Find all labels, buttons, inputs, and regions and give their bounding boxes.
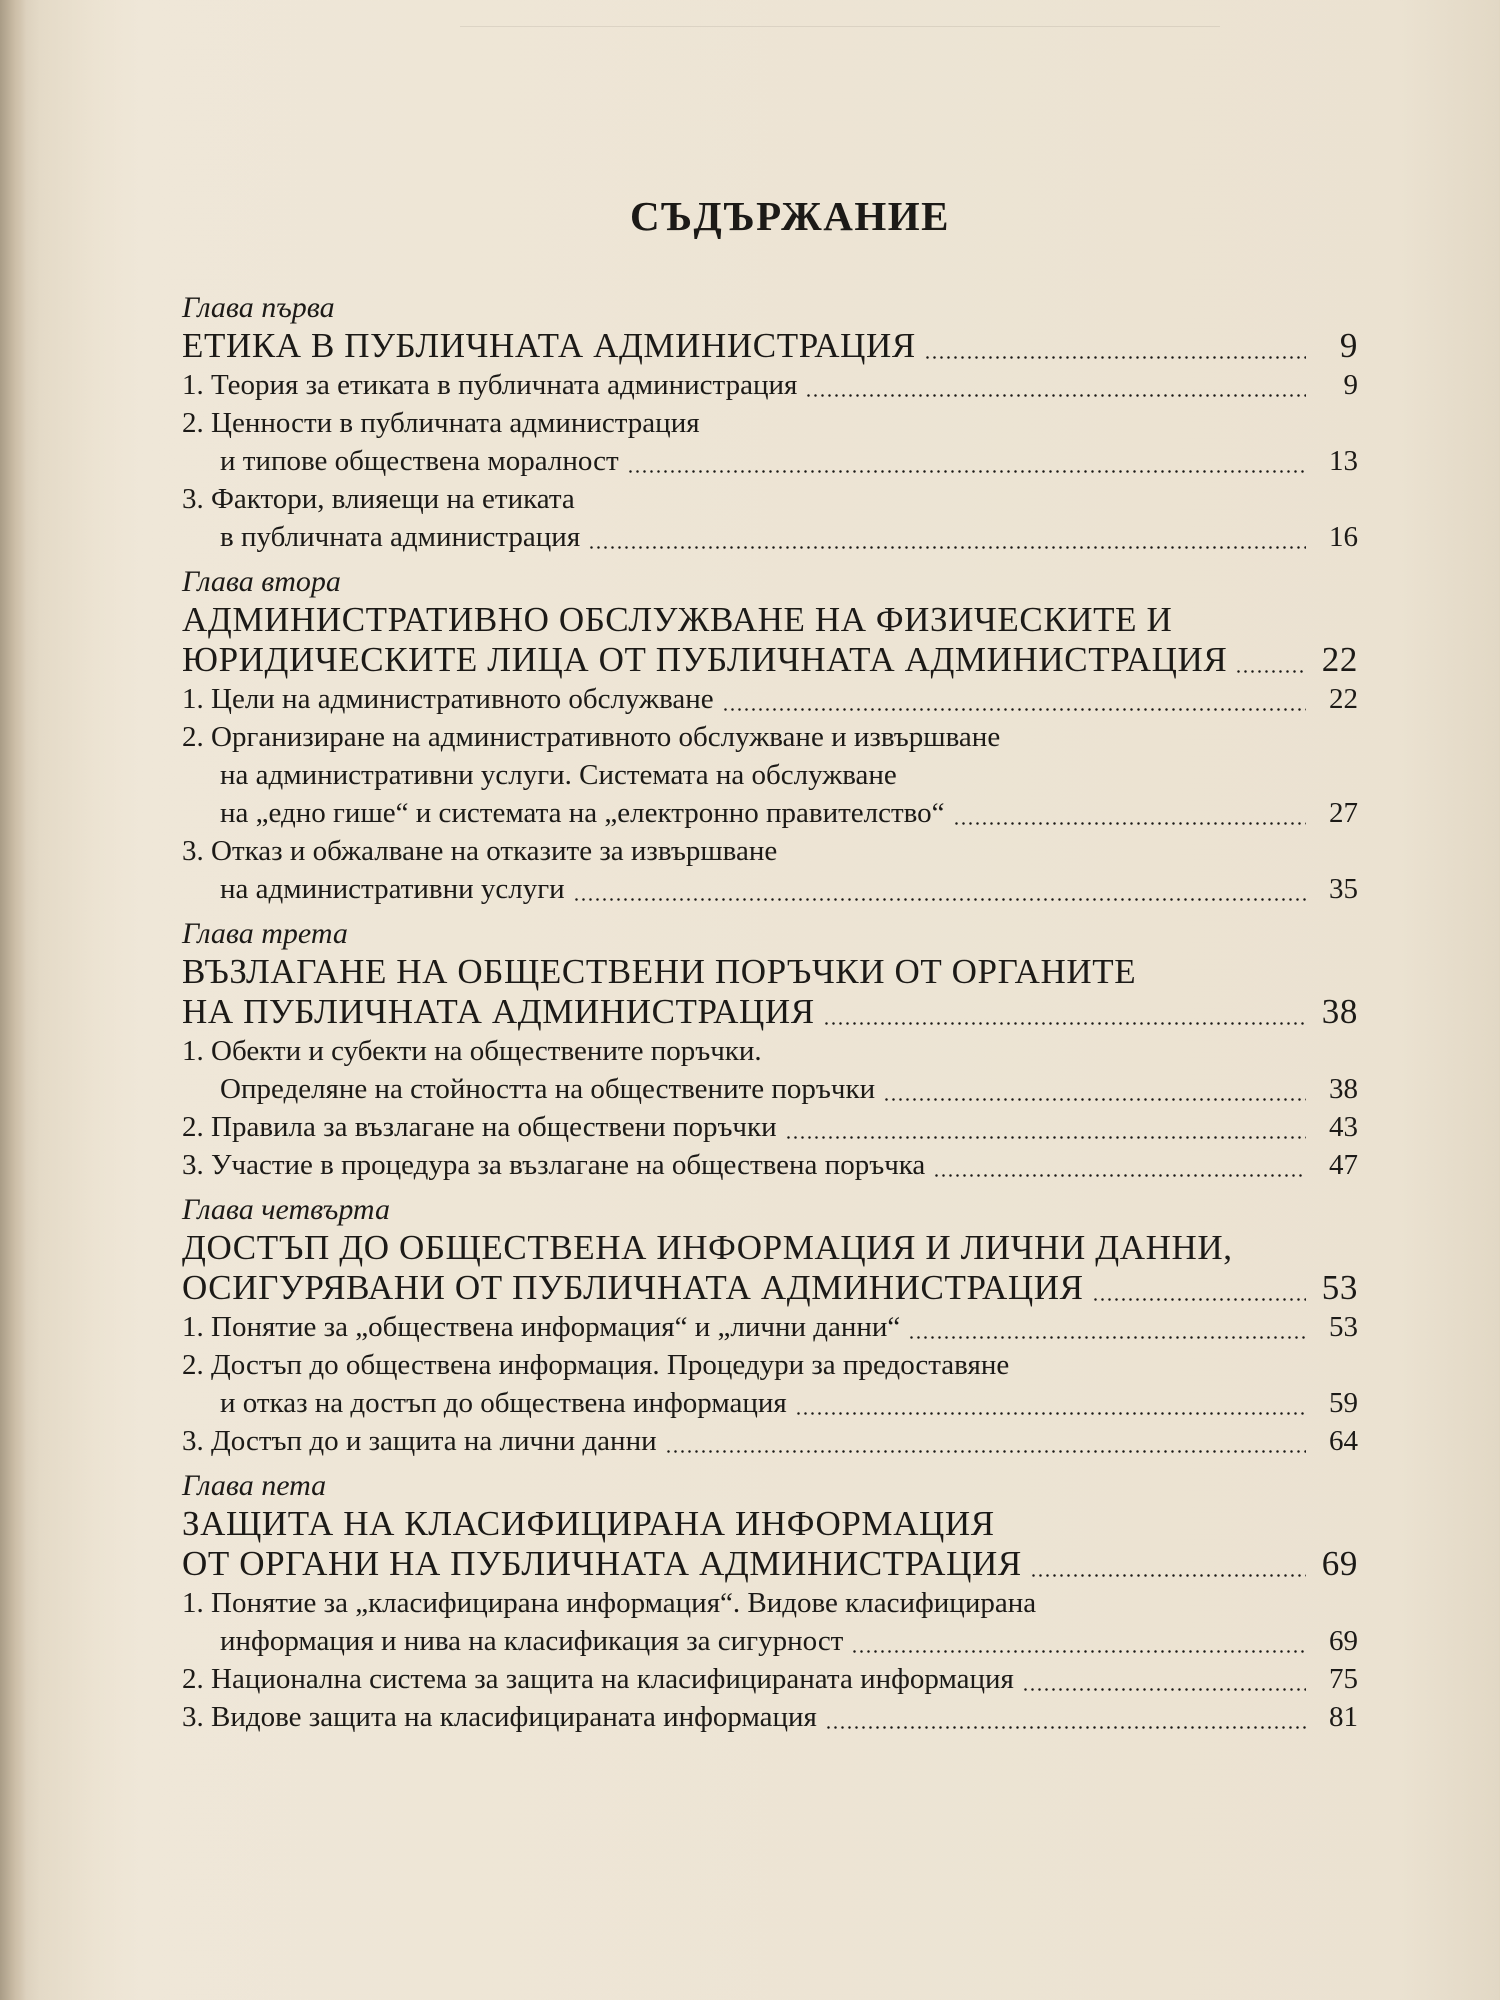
dot-leader — [883, 1098, 1306, 1101]
toc-entry-line — [182, 1346, 1358, 1384]
toc-entry-page-number: 47 — [1329, 1149, 1358, 1181]
toc-entry-line — [182, 1308, 1358, 1346]
dot-leader — [851, 1650, 1306, 1653]
chapter-page-number: 22 — [1321, 640, 1358, 679]
toc-entry-text: 1. Понятие за „обществена информация“ и „лични данни“ — [182, 1311, 901, 1343]
chapter-title-text: ЕТИКА В ПУБЛИЧНАТА АДМИНИСТРАЦИЯ — [182, 326, 916, 365]
dot-leader — [1092, 1298, 1306, 1301]
toc-entry-line — [182, 1146, 1358, 1184]
toc-entry-line — [182, 442, 1358, 480]
dot-leader — [665, 1450, 1306, 1453]
chapter-block — [182, 564, 1358, 908]
chapter-label: Глава първа — [182, 291, 335, 324]
chapter-title-line — [182, 326, 1358, 366]
toc-entry-text: 1. Обекти и субекти на обществените поръчки. — [182, 1035, 762, 1067]
toc-entry-text: 3. Фактори, влияещи на етиката — [182, 483, 575, 515]
toc-entry-page-number: 22 — [1329, 683, 1358, 715]
toc-entry-text: в публичната администрация — [220, 521, 581, 553]
dot-leader — [627, 470, 1306, 473]
toc-entry-line — [182, 518, 1358, 556]
dot-leader — [588, 546, 1306, 549]
chapter-title-line — [182, 992, 1358, 1032]
dot-leader — [573, 898, 1306, 901]
toc-entry-text: 1. Теория за етиката в публичната администрация — [182, 369, 798, 401]
chapter-label: Глава трета — [182, 917, 348, 950]
toc-entry-page-number: 43 — [1329, 1111, 1358, 1143]
dot-leader — [933, 1174, 1306, 1177]
toc-entry-line — [182, 1384, 1358, 1422]
dot-leader — [825, 1726, 1306, 1729]
dot-leader — [1022, 1688, 1306, 1691]
toc-entry-text: Определяне на стойността на обществените поръчки — [220, 1073, 876, 1105]
toc-entry-line — [182, 1032, 1358, 1070]
dot-leader — [1030, 1574, 1306, 1577]
chapter-title-text: ДОСТЪП ДО ОБЩЕСТВЕНА ИНФОРМАЦИЯ И ЛИЧНИ ДАННИ, — [182, 1228, 1233, 1267]
chapter-title-line — [182, 1544, 1358, 1584]
toc-entry-page-number: 38 — [1329, 1073, 1358, 1105]
toc-entry-page-number: 16 — [1329, 521, 1358, 553]
chapter-label: Глава втора — [182, 565, 341, 598]
dot-leader — [1235, 670, 1306, 673]
toc-entry-text: 3. Видове защита на класифицираната информация — [182, 1701, 817, 1733]
toc-entry-text: 3. Достъп до и защита на лични данни — [182, 1425, 657, 1457]
dot-leader — [722, 708, 1306, 711]
toc-entry-text: 2. Достъп до обществена информация. Процедури за предоставяне — [182, 1349, 1010, 1381]
toc-entry-text: и отказ на достъп до обществена информация — [220, 1387, 787, 1419]
toc-entry-line — [182, 404, 1358, 442]
toc-entry-page-number: 13 — [1329, 445, 1358, 477]
chapter-block — [182, 1192, 1358, 1460]
chapter-title-line — [182, 1504, 1358, 1544]
toc-entry-line — [182, 480, 1358, 518]
chapter-page-number: 9 — [1339, 326, 1358, 365]
faint-running-head — [460, 8, 1220, 27]
toc-entry-text: информация и нива на класификация за сигурност — [220, 1625, 844, 1657]
chapter-title-line — [182, 1228, 1358, 1268]
chapter-title-text: ОТ ОРГАНИ НА ПУБЛИЧНАТА АДМИНИСТРАЦИЯ — [182, 1544, 1022, 1583]
chapter-block — [182, 290, 1358, 556]
table-of-contents — [182, 282, 1358, 1736]
dot-leader — [823, 1022, 1306, 1025]
chapter-title-text: ОСИГУРЯВАНИ ОТ ПУБЛИЧНАТА АДМИНИСТРАЦИЯ — [182, 1268, 1084, 1307]
toc-entry-text: 2. Правила за възлагане на обществени поръчки — [182, 1111, 777, 1143]
toc-entry-line — [182, 1070, 1358, 1108]
chapter-title-text: НА ПУБЛИЧНАТА АДМИНИСТРАЦИЯ — [182, 992, 815, 1031]
toc-entry-text: 3. Отказ и обжалване на отказите за извършване — [182, 835, 778, 867]
chapter-page-number: 69 — [1321, 1544, 1358, 1583]
chapter-label: Глава пета — [182, 1469, 327, 1502]
chapter-page-number: 53 — [1321, 1268, 1358, 1307]
toc-entry-page-number: 53 — [1329, 1311, 1358, 1343]
toc-entry-line — [182, 1622, 1358, 1660]
dot-leader — [953, 822, 1306, 825]
toc-entry-page-number: 59 — [1329, 1387, 1358, 1419]
toc-entry-page-number: 69 — [1329, 1625, 1358, 1657]
dot-leader — [795, 1412, 1306, 1415]
toc-entry-line — [182, 680, 1358, 718]
dot-leader — [805, 394, 1306, 397]
toc-entry-line — [182, 1108, 1358, 1146]
chapter-page-number: 38 — [1321, 992, 1358, 1031]
toc-entry-line — [182, 1660, 1358, 1698]
toc-entry-text: 2. Организиране на административното обслужване и извършване — [182, 721, 1001, 753]
chapter-title-line — [182, 600, 1358, 640]
toc-entry-line — [182, 794, 1358, 832]
page-title: СЪДЪРЖАНИЕ — [630, 193, 950, 239]
toc-entry-text: на административни услуги — [220, 873, 565, 905]
toc-entry-text: 1. Понятие за „класифицирана информация“. Видове класифицирана — [182, 1587, 1037, 1619]
toc-entry-page-number: 75 — [1329, 1663, 1358, 1695]
dot-leader — [785, 1136, 1306, 1139]
toc-entry-text: 2. Национална система за защита на класифицираната информация — [182, 1663, 1014, 1695]
toc-entry-line — [182, 832, 1358, 870]
toc-entry-page-number: 81 — [1329, 1701, 1358, 1733]
dot-leader — [924, 356, 1306, 359]
toc-entry-line — [182, 718, 1358, 756]
chapter-title-line — [182, 952, 1358, 992]
toc-entry-line — [182, 1584, 1358, 1622]
toc-entry-line — [182, 1422, 1358, 1460]
toc-entry-text: на административни услуги. Системата на обслужване — [220, 759, 897, 791]
chapter-title-text: ВЪЗЛАГАНЕ НА ОБЩЕСТВЕНИ ПОРЪЧКИ ОТ ОРГАНИТЕ — [182, 952, 1137, 991]
toc-entry-page-number: 35 — [1329, 873, 1358, 905]
chapter-title-text: АДМИНИСТРАТИВНО ОБСЛУЖВАНЕ НА ФИЗИЧЕСКИТЕ И — [182, 600, 1173, 639]
toc-entry-text: на „едно гише“ и системата на „електронно правителство“ — [220, 797, 945, 829]
toc-entry-text: и типове обществена моралност — [220, 445, 619, 477]
toc-entry-page-number: 27 — [1329, 797, 1358, 829]
dot-leader — [908, 1336, 1306, 1339]
chapter-block — [182, 1468, 1358, 1736]
toc-entry-line — [182, 366, 1358, 404]
toc-entry-text: 2. Ценности в публичната администрация — [182, 407, 700, 439]
toc-entry-line — [182, 756, 1358, 794]
book-gutter-shadow — [0, 0, 26, 2000]
chapter-title-text: ЗАЩИТА НА КЛАСИФИЦИРАНА ИНФОРМАЦИЯ — [182, 1504, 995, 1543]
toc-entry-text: 1. Цели на административното обслужване — [182, 683, 714, 715]
toc-entry-line — [182, 1698, 1358, 1736]
chapter-title-line — [182, 1268, 1358, 1308]
toc-entry-page-number: 64 — [1329, 1425, 1358, 1457]
chapter-title-line — [182, 640, 1358, 680]
toc-entry-text: 3. Участие в процедура за възлагане на обществена поръчка — [182, 1149, 926, 1181]
toc-entry-line — [182, 870, 1358, 908]
chapter-label: Глава четвърта — [182, 1193, 390, 1226]
toc-entry-page-number: 9 — [1343, 369, 1358, 401]
chapter-title-text: ЮРИДИЧЕСКИТЕ ЛИЦА ОТ ПУБЛИЧНАТА АДМИНИСТРАЦИЯ — [182, 640, 1228, 679]
chapter-block — [182, 916, 1358, 1184]
